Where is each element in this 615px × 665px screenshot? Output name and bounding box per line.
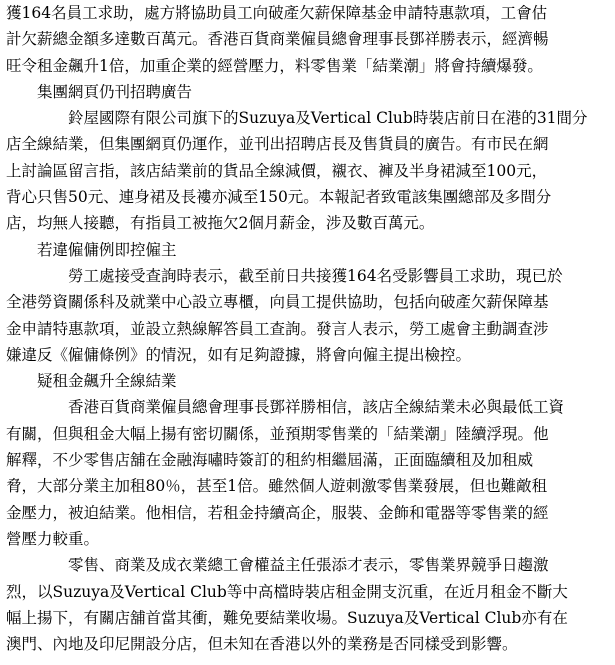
paragraph-line: 全港勞資關係科及就業中心設立專櫃，向員工提供協助，包括向破產欠薪保障基 bbox=[6, 293, 549, 312]
paragraph-line: 脅，大部分業主加租80％，甚至1倍。雖然個人遊刺激零售業發展，但也難敵租 bbox=[6, 477, 548, 496]
paragraph-line: 鈴屋國際有限公司旗下的Suzuya及Vertical Club時裝店前日在港的31間分 bbox=[68, 109, 588, 128]
paragraph-line: 嫌違反《僱傭條例》的情況，如有足夠證據，將會向僱主提出檢控。 bbox=[6, 345, 472, 364]
paragraph-line: 有關，但與租金大幅上揚有密切關係，並預期零售業的「結業潮」陸續浮現。他 bbox=[6, 424, 549, 443]
intro-line: 計欠薪總金額多達數百萬元。香港百貨商業僱員總會理事長鄧祥勝表示，經濟暢 bbox=[6, 30, 549, 49]
paragraph-line: 零售、商業及成衣業總工會權益主任張添才表示，零售業界競爭日趨激 bbox=[68, 556, 549, 575]
paragraph-line: 店，均無人接聽，有指員工被拖欠2個月薪金，涉及數百萬元。 bbox=[6, 214, 435, 233]
section-heading: 集團網頁仍刊招聘廣告 bbox=[37, 82, 193, 101]
paragraph-line: 背心只售50元、連身裙及長褸亦減至150元。本報記者致電該集團總部及多間分 bbox=[6, 188, 552, 207]
paragraph-line: 金申請特惠款項，並設立熱線解答員工查詢。發言人表示，勞工處會主動調查涉 bbox=[6, 319, 549, 338]
paragraph-line: 營壓力較重。 bbox=[6, 529, 100, 548]
paragraph-line: 上討論區留言指，該店結業前的貨品全線減價，襯衣、褲及半身裙減至100元， bbox=[6, 161, 548, 180]
paragraph-line: 解釋，不少零售店舖在金融海嘯時簽訂的租約相繼屆滿，正面臨續租及加租威 bbox=[6, 451, 534, 470]
intro-line: 旺令租金飆升1倍，加重企業的經營壓力，料零售業「結業潮」將會持續爆發。 bbox=[6, 56, 543, 75]
paragraph-line: 香港百貨商業僱員總會理事長鄧祥勝相信，該店全線結業未必與最低工資 bbox=[68, 398, 565, 417]
paragraph-line: 金壓力，被迫結業。他相信，若租金持續高企，服裝、金飾和電器等零售業的經 bbox=[6, 503, 549, 522]
section-heading: 若違僱傭例即控僱主 bbox=[37, 240, 177, 259]
intro-line: 獲164名員工求助，處方將協助員工向破產欠薪保障基金申請特惠款項，工會估 bbox=[6, 4, 548, 22]
paragraph-line: 幅上揚下，有關店舖首當其衝，難免要結業收場。Suzuya及Vertical Club亦有在 bbox=[6, 608, 568, 627]
paragraph-line: 勞工處接受查詢時表示，截至前日共接獲164名受影響員工求助，現已於 bbox=[68, 266, 563, 285]
article-body bbox=[6, 0, 609, 657]
paragraph-line: 烈，以Suzuya及Vertical Club等中高檔時裝店租金開支沉重，在近月租金不斷大 bbox=[6, 582, 568, 601]
paragraph-line: 澳門、內地及印尼開設分店，但未知在香港以外的業務是否同樣受到影響。 bbox=[6, 635, 518, 654]
paragraph-line: 店全線結業，但集團網頁仍運作，並刊出招聘店長及售貨員的廣告。有市民在網 bbox=[6, 135, 549, 154]
section-heading: 疑租金飆升全線結業 bbox=[37, 372, 177, 391]
